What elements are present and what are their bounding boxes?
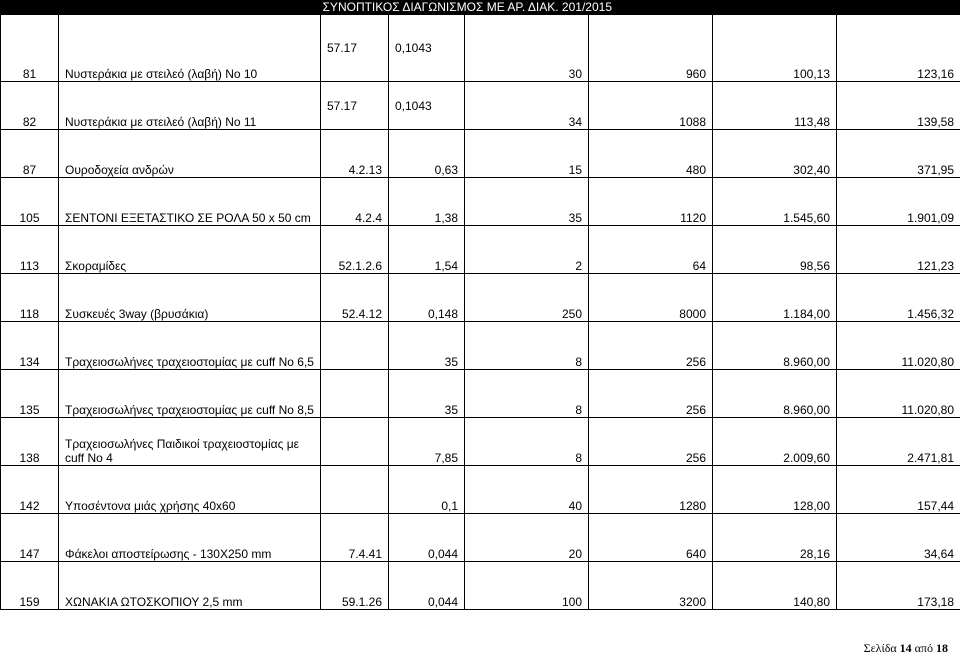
total-quantity: 1120: [680, 211, 706, 225]
item-code-cell: [321, 226, 389, 274]
quantity: 20: [569, 547, 582, 561]
item-description-cell: [59, 514, 321, 562]
quantity: 40: [569, 499, 582, 513]
document-title: ΣΥΝΟΠΤΙΚΟΣ ΔΙΑΓΩΝΙΣΜΟΣ ΜΕ ΑΡ. ΔΙΑΚ. 201/2015: [323, 0, 612, 14]
item-code: 7.4.41: [349, 547, 382, 561]
unit-price-cell: [389, 82, 465, 130]
gross-value: 139,58: [917, 115, 954, 129]
table-row: [1, 274, 960, 322]
unit-price-cell: [389, 178, 465, 226]
total-quantity: 256: [686, 355, 706, 369]
net-value-cell: [713, 15, 837, 82]
item-description-cell: [59, 322, 321, 370]
unit-price: 0,1: [441, 499, 458, 513]
net-value: 28,16: [800, 547, 830, 561]
item-code-cell: [321, 466, 389, 514]
net-value-cell: [713, 562, 837, 610]
item-code-cell: [321, 418, 389, 466]
total-quantity-cell: [589, 418, 713, 466]
unit-price: 35: [445, 355, 458, 369]
total-quantity-cell: [589, 178, 713, 226]
total-quantity-cell: [589, 322, 713, 370]
quantity: 100: [562, 595, 582, 609]
item-number: 159: [19, 595, 39, 609]
item-code-cell: [321, 178, 389, 226]
item-description-cell: [59, 82, 321, 130]
item-number: 105: [19, 211, 39, 225]
item-number-cell: [1, 562, 59, 610]
net-value: 1.545,60: [783, 211, 830, 225]
total-quantity-cell: [589, 466, 713, 514]
item-number-cell: [1, 82, 59, 130]
total-quantity: 1280: [679, 499, 706, 513]
item-number-cell: [1, 15, 59, 82]
net-value-cell: [713, 514, 837, 562]
gross-value: 2.471,81: [907, 451, 954, 465]
total-quantity-cell: [589, 226, 713, 274]
item-description: ΣΕΝΤΟΝΙ ΕΞΕΤΑΣΤΙΚΟ ΣΕ ΡΟΛΑ 50 x 50 cm: [65, 211, 311, 225]
item-number: 147: [19, 547, 39, 561]
gross-value-cell: [837, 274, 960, 322]
unit-price-cell: [389, 466, 465, 514]
quantity: 30: [569, 67, 582, 81]
unit-price: 1,38: [435, 211, 458, 225]
gross-value: 34,64: [924, 547, 954, 561]
item-number: 138: [19, 451, 39, 465]
total-quantity-cell: [589, 274, 713, 322]
quantity: 35: [569, 211, 582, 225]
total-quantity: 1088: [679, 115, 706, 129]
item-number-cell: [1, 514, 59, 562]
quantity-cell: [465, 370, 589, 418]
net-value-cell: [713, 418, 837, 466]
gross-value: 1.456,32: [907, 307, 954, 321]
total-quantity-cell: [589, 15, 713, 82]
gross-value: 1.901,09: [907, 211, 954, 225]
of-word: από: [915, 641, 933, 655]
item-code: 52.1.2.6: [339, 259, 382, 273]
unit-price-cell: [389, 418, 465, 466]
table-row: [1, 322, 960, 370]
gross-value: 121,23: [917, 259, 954, 273]
quantity: 8: [575, 355, 582, 369]
item-code-cell: [321, 15, 389, 82]
gross-value: 123,16: [917, 67, 954, 81]
gross-value-cell: [837, 178, 960, 226]
net-value: 1.184,00: [783, 307, 830, 321]
unit-price: 1,54: [435, 259, 458, 273]
item-description: Φάκελοι αποστείρωσης - 130Χ250 mm: [65, 547, 271, 561]
unit-price: 7,85: [435, 451, 458, 465]
unit-price-cell: [389, 226, 465, 274]
item-description: ΧΩΝΑΚΙΑ ΩΤΟΣΚΟΠΙΟΥ 2,5 mm: [65, 595, 243, 609]
quantity: 8: [575, 451, 582, 465]
item-number-cell: [1, 130, 59, 178]
total-quantity: 64: [693, 259, 706, 273]
net-value: 302,40: [793, 163, 830, 177]
item-number: 113: [20, 259, 39, 273]
item-code-cell: [321, 562, 389, 610]
gross-value: 173,18: [917, 595, 954, 609]
unit-price-cell: [389, 130, 465, 178]
unit-price: 35: [445, 403, 458, 417]
gross-value-cell: [837, 82, 960, 130]
net-value: 98,56: [800, 259, 830, 273]
net-value: 8.960,00: [783, 355, 830, 369]
total-quantity: 960: [686, 67, 706, 81]
item-code-cell: [321, 514, 389, 562]
item-number: 81: [23, 67, 36, 81]
table-row: [1, 370, 960, 418]
total-quantity-cell: [589, 370, 713, 418]
gross-value-cell: [837, 370, 960, 418]
table-row: [1, 226, 960, 274]
table-row: [1, 178, 960, 226]
item-description: Ουροδοχεία ανδρών: [65, 163, 174, 177]
unit-price-cell: [389, 322, 465, 370]
unit-price-cell: [389, 562, 465, 610]
item-code-cell: [321, 82, 389, 130]
unit-price: 0,148: [428, 307, 458, 321]
table-row: [1, 15, 960, 82]
quantity-cell: [465, 130, 589, 178]
unit-price: 0,63: [435, 163, 458, 177]
quantity: 250: [562, 307, 582, 321]
net-value-cell: [713, 370, 837, 418]
gross-value-cell: [837, 322, 960, 370]
total-quantity: 480: [686, 163, 706, 177]
table-row: [1, 562, 960, 610]
quantity: 15: [569, 163, 582, 177]
net-value-cell: [713, 466, 837, 514]
quantity-cell: [465, 274, 589, 322]
page-number: 14: [900, 641, 912, 655]
gross-value-cell: [837, 15, 960, 82]
total-quantity: 3200: [679, 595, 706, 609]
item-description: Σκοραμίδες: [65, 259, 126, 273]
item-number-cell: [1, 178, 59, 226]
item-code-cell: [321, 130, 389, 178]
unit-price: 0,1043: [395, 99, 432, 113]
unit-price-cell: [389, 274, 465, 322]
net-value: 100,13: [793, 67, 830, 81]
item-description-cell: [59, 178, 321, 226]
item-description-cell: [59, 562, 321, 610]
net-value-cell: [713, 274, 837, 322]
item-description: Συσκευές 3way (βρυσάκια): [65, 307, 208, 321]
item-number-cell: [1, 322, 59, 370]
net-value-cell: [713, 322, 837, 370]
unit-price-cell: [389, 514, 465, 562]
gross-value: 11.020,80: [902, 403, 955, 417]
unit-price-cell: [389, 370, 465, 418]
unit-price: 0,044: [428, 547, 458, 561]
quantity-cell: [465, 562, 589, 610]
gross-value: 157,44: [917, 499, 954, 513]
item-number: 118: [20, 307, 39, 321]
gross-value-cell: [837, 562, 960, 610]
table-row: [1, 82, 960, 130]
gross-value: 11.020,80: [902, 355, 955, 369]
item-description: Νυστεράκια με στειλεό (λαβή) Νο 10: [65, 67, 257, 81]
total-quantity-cell: [589, 82, 713, 130]
item-number: 82: [23, 115, 36, 129]
item-number-cell: [1, 226, 59, 274]
item-code: 4.2.13: [349, 163, 382, 177]
net-value-cell: [713, 178, 837, 226]
item-description-cell: [59, 130, 321, 178]
total-quantity: 640: [686, 547, 706, 561]
gross-value-cell: [837, 418, 960, 466]
item-description: Νυστεράκια με στειλεό (λαβή) Νο 11: [65, 115, 256, 129]
table-row: [1, 418, 960, 466]
item-code: 59.1.26: [342, 595, 382, 609]
quantity-cell: [465, 178, 589, 226]
total-quantity: 8000: [679, 307, 706, 321]
item-description: Τραχειοσωλήνες τραχειοστομίας με cuff Νο 6,5: [65, 355, 314, 369]
item-code: 57.17: [327, 99, 357, 113]
net-value-cell: [713, 82, 837, 130]
net-value: 140,80: [793, 595, 830, 609]
item-number-cell: [1, 370, 59, 418]
items-table: [0, 14, 960, 610]
unit-price-cell: [389, 15, 465, 82]
net-value: 2.009,60: [783, 451, 830, 465]
total-quantity-cell: [589, 130, 713, 178]
page-total: 18: [936, 641, 948, 655]
gross-value-cell: [837, 130, 960, 178]
quantity-cell: [465, 514, 589, 562]
total-quantity-cell: [589, 562, 713, 610]
item-number-cell: [1, 466, 59, 514]
total-quantity-cell: [589, 514, 713, 562]
item-number: 134: [19, 355, 39, 369]
item-description-cell: [59, 466, 321, 514]
quantity-cell: [465, 466, 589, 514]
quantity-cell: [465, 82, 589, 130]
total-quantity: 256: [686, 403, 706, 417]
gross-value-cell: [837, 514, 960, 562]
quantity-cell: [465, 15, 589, 82]
total-quantity: 256: [686, 451, 706, 465]
quantity-cell: [465, 226, 589, 274]
table-row: [1, 466, 960, 514]
net-value-cell: [713, 130, 837, 178]
item-code: 57.17: [327, 41, 357, 55]
item-description: Υποσέντονα μιάς χρήσης 40x60: [65, 499, 235, 513]
item-code-cell: [321, 322, 389, 370]
quantity: 2: [575, 259, 582, 273]
item-number: 87: [23, 163, 36, 177]
unit-price: 0,1043: [395, 41, 432, 55]
table-row: [1, 514, 960, 562]
item-code: 4.2.4: [355, 211, 382, 225]
net-value: 128,00: [793, 499, 830, 513]
item-description-cell: [59, 274, 321, 322]
quantity-cell: [465, 322, 589, 370]
item-description-cell: [59, 370, 321, 418]
item-number: 135: [19, 403, 39, 417]
net-value: 8.960,00: [783, 403, 830, 417]
net-value-cell: [713, 226, 837, 274]
item-number-cell: [1, 418, 59, 466]
net-value: 113,48: [794, 115, 830, 129]
item-code-cell: [321, 370, 389, 418]
item-description-cell: [59, 418, 321, 466]
item-code-cell: [321, 274, 389, 322]
quantity: 8: [575, 403, 582, 417]
page-word: Σελίδα: [864, 641, 897, 655]
gross-value: 371,95: [917, 163, 954, 177]
item-number-cell: [1, 274, 59, 322]
item-code: 52.4.12: [342, 307, 382, 321]
table-row: [1, 130, 960, 178]
item-description: Τραχειοσωλήνες Παιδικοί τραχειοστομίας με cuff Νο 4: [65, 437, 299, 465]
gross-value-cell: [837, 466, 960, 514]
unit-price: 0,044: [428, 595, 458, 609]
quantity: 34: [569, 115, 582, 129]
item-description-cell: [59, 15, 321, 82]
item-description: Τραχειοσωλήνες τραχειοστομίας με cuff Νο 8,5: [65, 403, 314, 417]
quantity-cell: [465, 418, 589, 466]
item-description-cell: [59, 226, 321, 274]
gross-value-cell: [837, 226, 960, 274]
item-number: 142: [19, 499, 39, 513]
